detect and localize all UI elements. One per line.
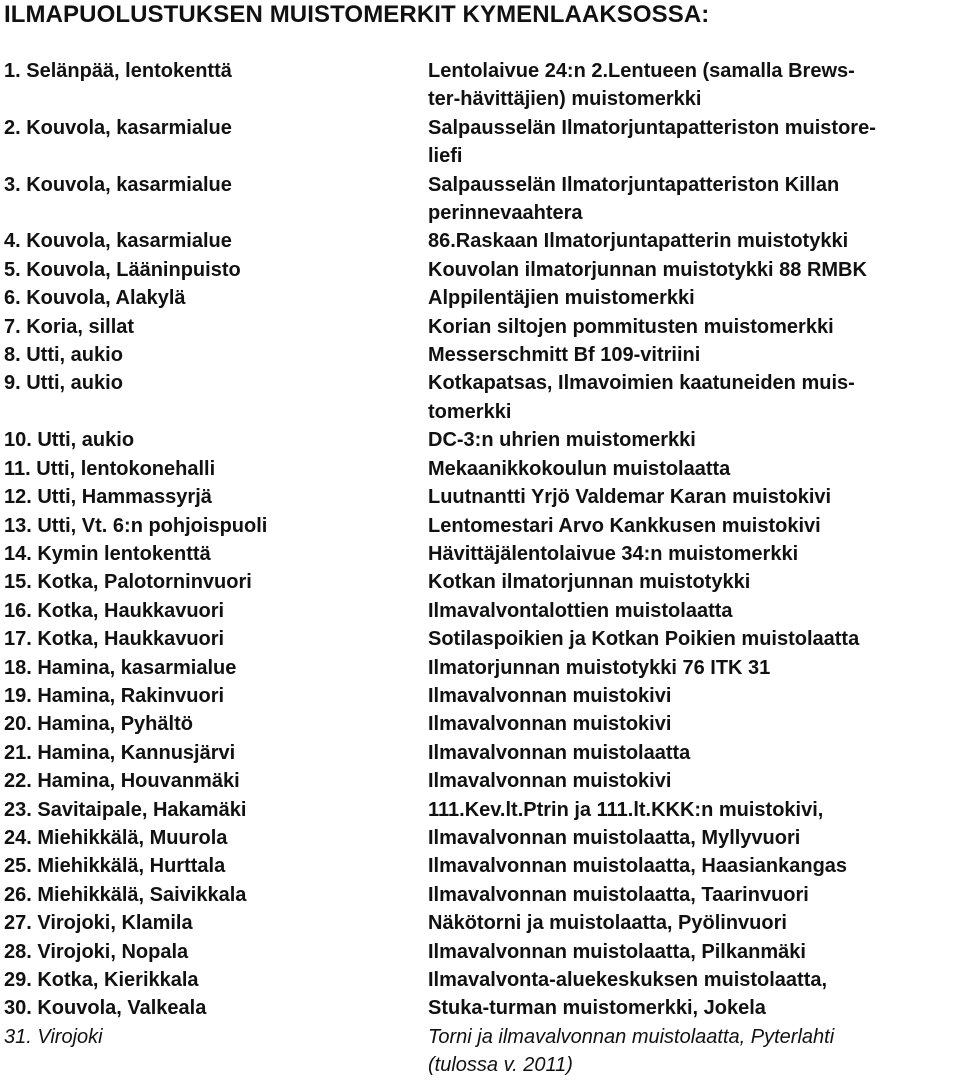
memorial-location: 2. Kouvola, kasarmialue [4,116,232,139]
memorial-location: 12. Utti, Hammassyrjä [4,486,212,509]
memorial-description: Salpausselän Ilmatorjuntapatteriston Killan perinnevaahtera [428,173,840,225]
list-item [0,767,960,795]
list-item [0,881,960,909]
memorial-description: DC-3:n uhrien muistomerkki [428,429,696,452]
memorial-location: 23. Savitaipale, Hakamäki [4,798,247,821]
memorial-location: 5. Kouvola, Lääninpuisto [4,258,241,281]
memorial-description: Ilmavalvonnan muistokivi [428,770,672,793]
memorial-description: Torni ja ilmavalvonnan muistolaatta, Pyterlahti (tulossa v. 2011) [428,1025,835,1077]
memorial-location: 9. Utti, aukio [4,372,123,395]
memorial-list [0,57,960,1080]
memorial-location: 24. Miehikkälä, Muurola [4,826,228,849]
list-item [0,171,960,228]
list-item [0,284,960,312]
memorial-description: Kotkapatsas, Ilmavoimien kaatuneiden muis- tomerkki [428,372,855,423]
list-item [0,540,960,568]
memorial-description: Ilmavalvonnan muistolaatta, Myllyvuori [428,826,801,849]
list-item [0,710,960,738]
list-item [0,57,960,114]
memorial-location: 19. Hamina, Rakinvuori [4,684,225,707]
memorial-description: Ilmavalvonnan muistokivi [428,684,672,707]
memorial-description: Ilmavalvonnan muistolaatta [428,741,691,764]
list-item [0,739,960,767]
memorial-location: 18. Hamina, kasarmialue [4,656,237,679]
memorial-location: 11. Utti, lentokonehalli [4,457,216,480]
memorial-description: Ilmavalvonta-aluekeskuksen muistolaatta, [428,969,828,991]
memorial-location: 3. Kouvola, kasarmialue [4,173,232,196]
list-item [0,994,960,1022]
list-item [0,1023,960,1080]
memorial-description: 111.Kev.lt.Ptrin ja 111.lt.KKK:n muistokivi, [428,798,824,821]
memorial-location: 13. Utti, Vt. 6:n pohjoispuoli [4,514,268,537]
list-item [0,256,960,284]
memorial-location: 4. Kouvola, kasarmialue [4,230,232,253]
list-item [0,341,960,369]
memorial-description: Ilmatorjunnan muistotykki 76 ITK 31 [428,656,771,679]
memorial-description: Salpausselän Ilmatorjuntapatteriston muistore- liefi [428,116,876,168]
memorial-location: 30. Kouvola, Valkeala [4,997,207,1020]
memorial-location: 27. Virojoki, Klamila [4,912,193,935]
list-item [0,483,960,511]
memorial-description: Mekaanikkokoulun muistolaatta [428,457,731,480]
list-item [0,227,960,255]
list-item [0,938,960,966]
list-item [0,455,960,483]
memorial-location: 15. Kotka, Palotorninvuori [4,571,252,594]
list-item [0,966,960,994]
memorial-description: Ilmavalvonnan muistokivi [428,713,672,736]
list-item [0,313,960,341]
memorial-description: Ilmavalvonnan muistolaatta, Haasiankangas [428,855,848,878]
list-item [0,426,960,454]
page-title: ILMAPUOLUSTUKSEN MUISTOMERKIT KYMENLAAKSOSSA: [4,1,710,28]
memorial-description: Kouvolan ilmatorjunnan muistotykki 88 RMBK [428,258,867,281]
memorial-description: Lentomestari Arvo Kankkusen muistokivi [428,514,821,537]
memorial-description: Hävittäjälentolaivue 34:n muistomerkki [428,542,799,565]
list-item [0,909,960,937]
memorial-location: 8. Utti, aukio [4,344,123,367]
memorial-location: 7. Koria, sillat [4,315,135,338]
list-item [0,824,960,852]
memorial-description: Messerschmitt Bf 109-vitriini [428,344,701,367]
memorial-location: 25. Miehikkälä, Hurttala [4,855,226,878]
list-item [0,654,960,682]
memorial-location: 20. Hamina, Pyhältö [4,713,193,736]
memorial-location: 28. Virojoki, Nopala [4,940,189,963]
list-item [0,597,960,625]
memorial-location: 14. Kymin lentokenttä [4,542,211,565]
memorial-description: 86.Raskaan Ilmatorjuntapatterin muistotykki [428,230,849,253]
memorial-location: 29. Kotka, Kierikkala [4,969,199,991]
list-item [0,625,960,653]
list-item [0,682,960,710]
memorial-location: 31. Virojoki [4,1025,103,1048]
memorial-description: Stuka-turman muistomerkki, Jokela [428,997,766,1020]
list-item [0,512,960,540]
memorial-description: Kotkan ilmatorjunnan muistotykki [428,571,751,594]
memorial-description: Lentolaivue 24:n 2.Lentueen (samalla Brews- ter-hävittäjien) muistomerkki [428,60,855,111]
memorial-description: Alppilentäjien muistomerkki [428,287,695,310]
memorial-description: Korian siltojen pommitusten muistomerkki [428,315,834,338]
memorial-location: 22. Hamina, Houvanmäki [4,770,240,793]
list-item [0,114,960,171]
memorial-description: Ilmavalvonnan muistolaatta, Pilkanmäki [428,940,806,963]
memorial-description: Näkötorni ja muistolaatta, Pyölinvuori [428,912,787,935]
memorial-location: 26. Miehikkälä, Saivikkala [4,883,247,906]
list-item [0,369,960,426]
memorial-location: 1. Selänpää, lentokenttä [4,60,232,82]
memorial-location: 17. Kotka, Haukkavuori [4,628,225,651]
list-item [0,796,960,824]
list-item [0,852,960,880]
memorial-location: 10. Utti, aukio [4,429,135,452]
list-item [0,568,960,596]
memorial-description: Sotilaspoikien ja Kotkan Poikien muistolaatta [428,628,860,651]
memorial-description: Luutnantti Yrjö Valdemar Karan muistokivi [428,486,832,509]
memorial-location: 6. Kouvola, Alakylä [4,287,186,310]
memorial-location: 21. Hamina, Kannusjärvi [4,741,236,764]
memorial-location: 16. Kotka, Haukkavuori [4,599,225,622]
memorial-description: Ilmavalvontalottien muistolaatta [428,599,733,622]
memorial-description: Ilmavalvonnan muistolaatta, Taarinvuori [428,883,809,906]
